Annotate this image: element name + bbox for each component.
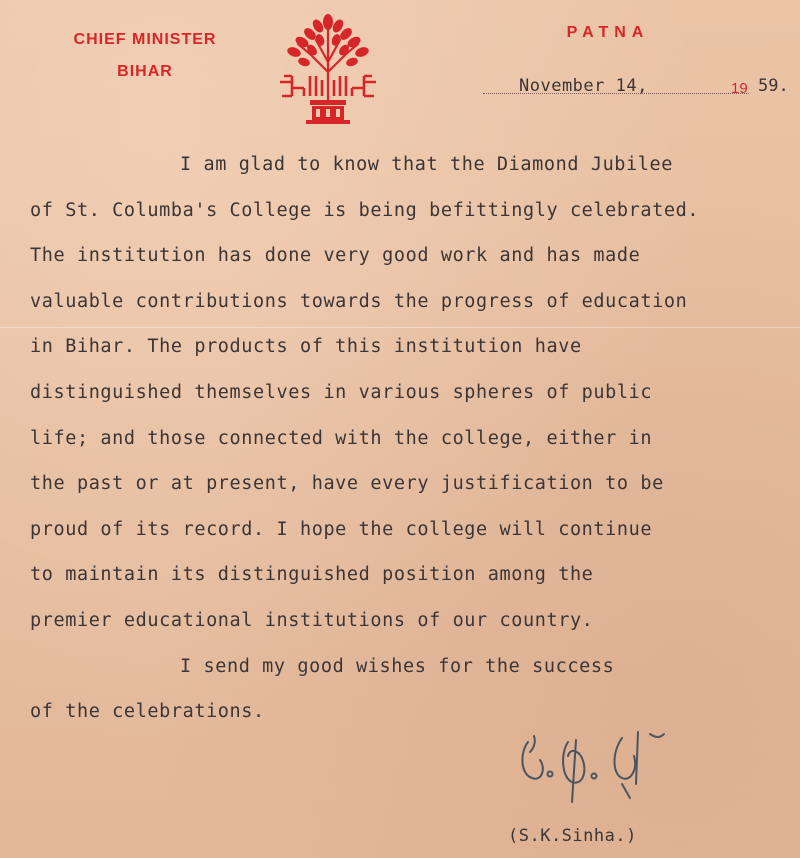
body-line: in Bihar. The products of this institution have xyxy=(30,336,582,358)
body-line: to maintain its distinguished position among the xyxy=(30,564,594,586)
place-name: PATNA xyxy=(566,24,650,41)
body-line: valuable contributions towards the progress of education xyxy=(30,290,688,312)
body-line: The institution has done very good work and has made xyxy=(30,245,641,267)
date-year-suffix: 59. xyxy=(758,76,789,96)
letter-body xyxy=(30,142,800,735)
letterhead-left xyxy=(40,24,250,88)
bodhi-tree-swastika-emblem-icon xyxy=(276,10,380,124)
signatory-name: (S.K.Sinha.) xyxy=(508,826,637,846)
office-title: CHIEF MINISTER xyxy=(73,31,217,48)
body-line: proud of its record. I hope the college will continue xyxy=(30,518,653,540)
body-line: life; and those connected with the college, either in xyxy=(30,427,653,449)
letter-date xyxy=(483,76,789,100)
state-name: BIHAR xyxy=(117,63,173,80)
body-line: of the celebrations. xyxy=(30,701,265,723)
body-line: distinguished themselves in various spheres of public xyxy=(30,381,653,403)
handwritten-signature-icon xyxy=(510,712,680,812)
body-line: premier educational institutions of our country. xyxy=(30,609,594,631)
date-text: November 14, xyxy=(519,76,648,96)
body-line: the past or at present, have every justification to be xyxy=(30,473,664,495)
body-line: I am glad to know that the Diamond Jubilee xyxy=(180,154,673,175)
date-year-prefix: 19 xyxy=(731,80,748,97)
body-line: of St. Columba's College is being befittingly celebrated. xyxy=(30,199,700,221)
body-line: I send my good wishes for the success xyxy=(180,655,615,677)
